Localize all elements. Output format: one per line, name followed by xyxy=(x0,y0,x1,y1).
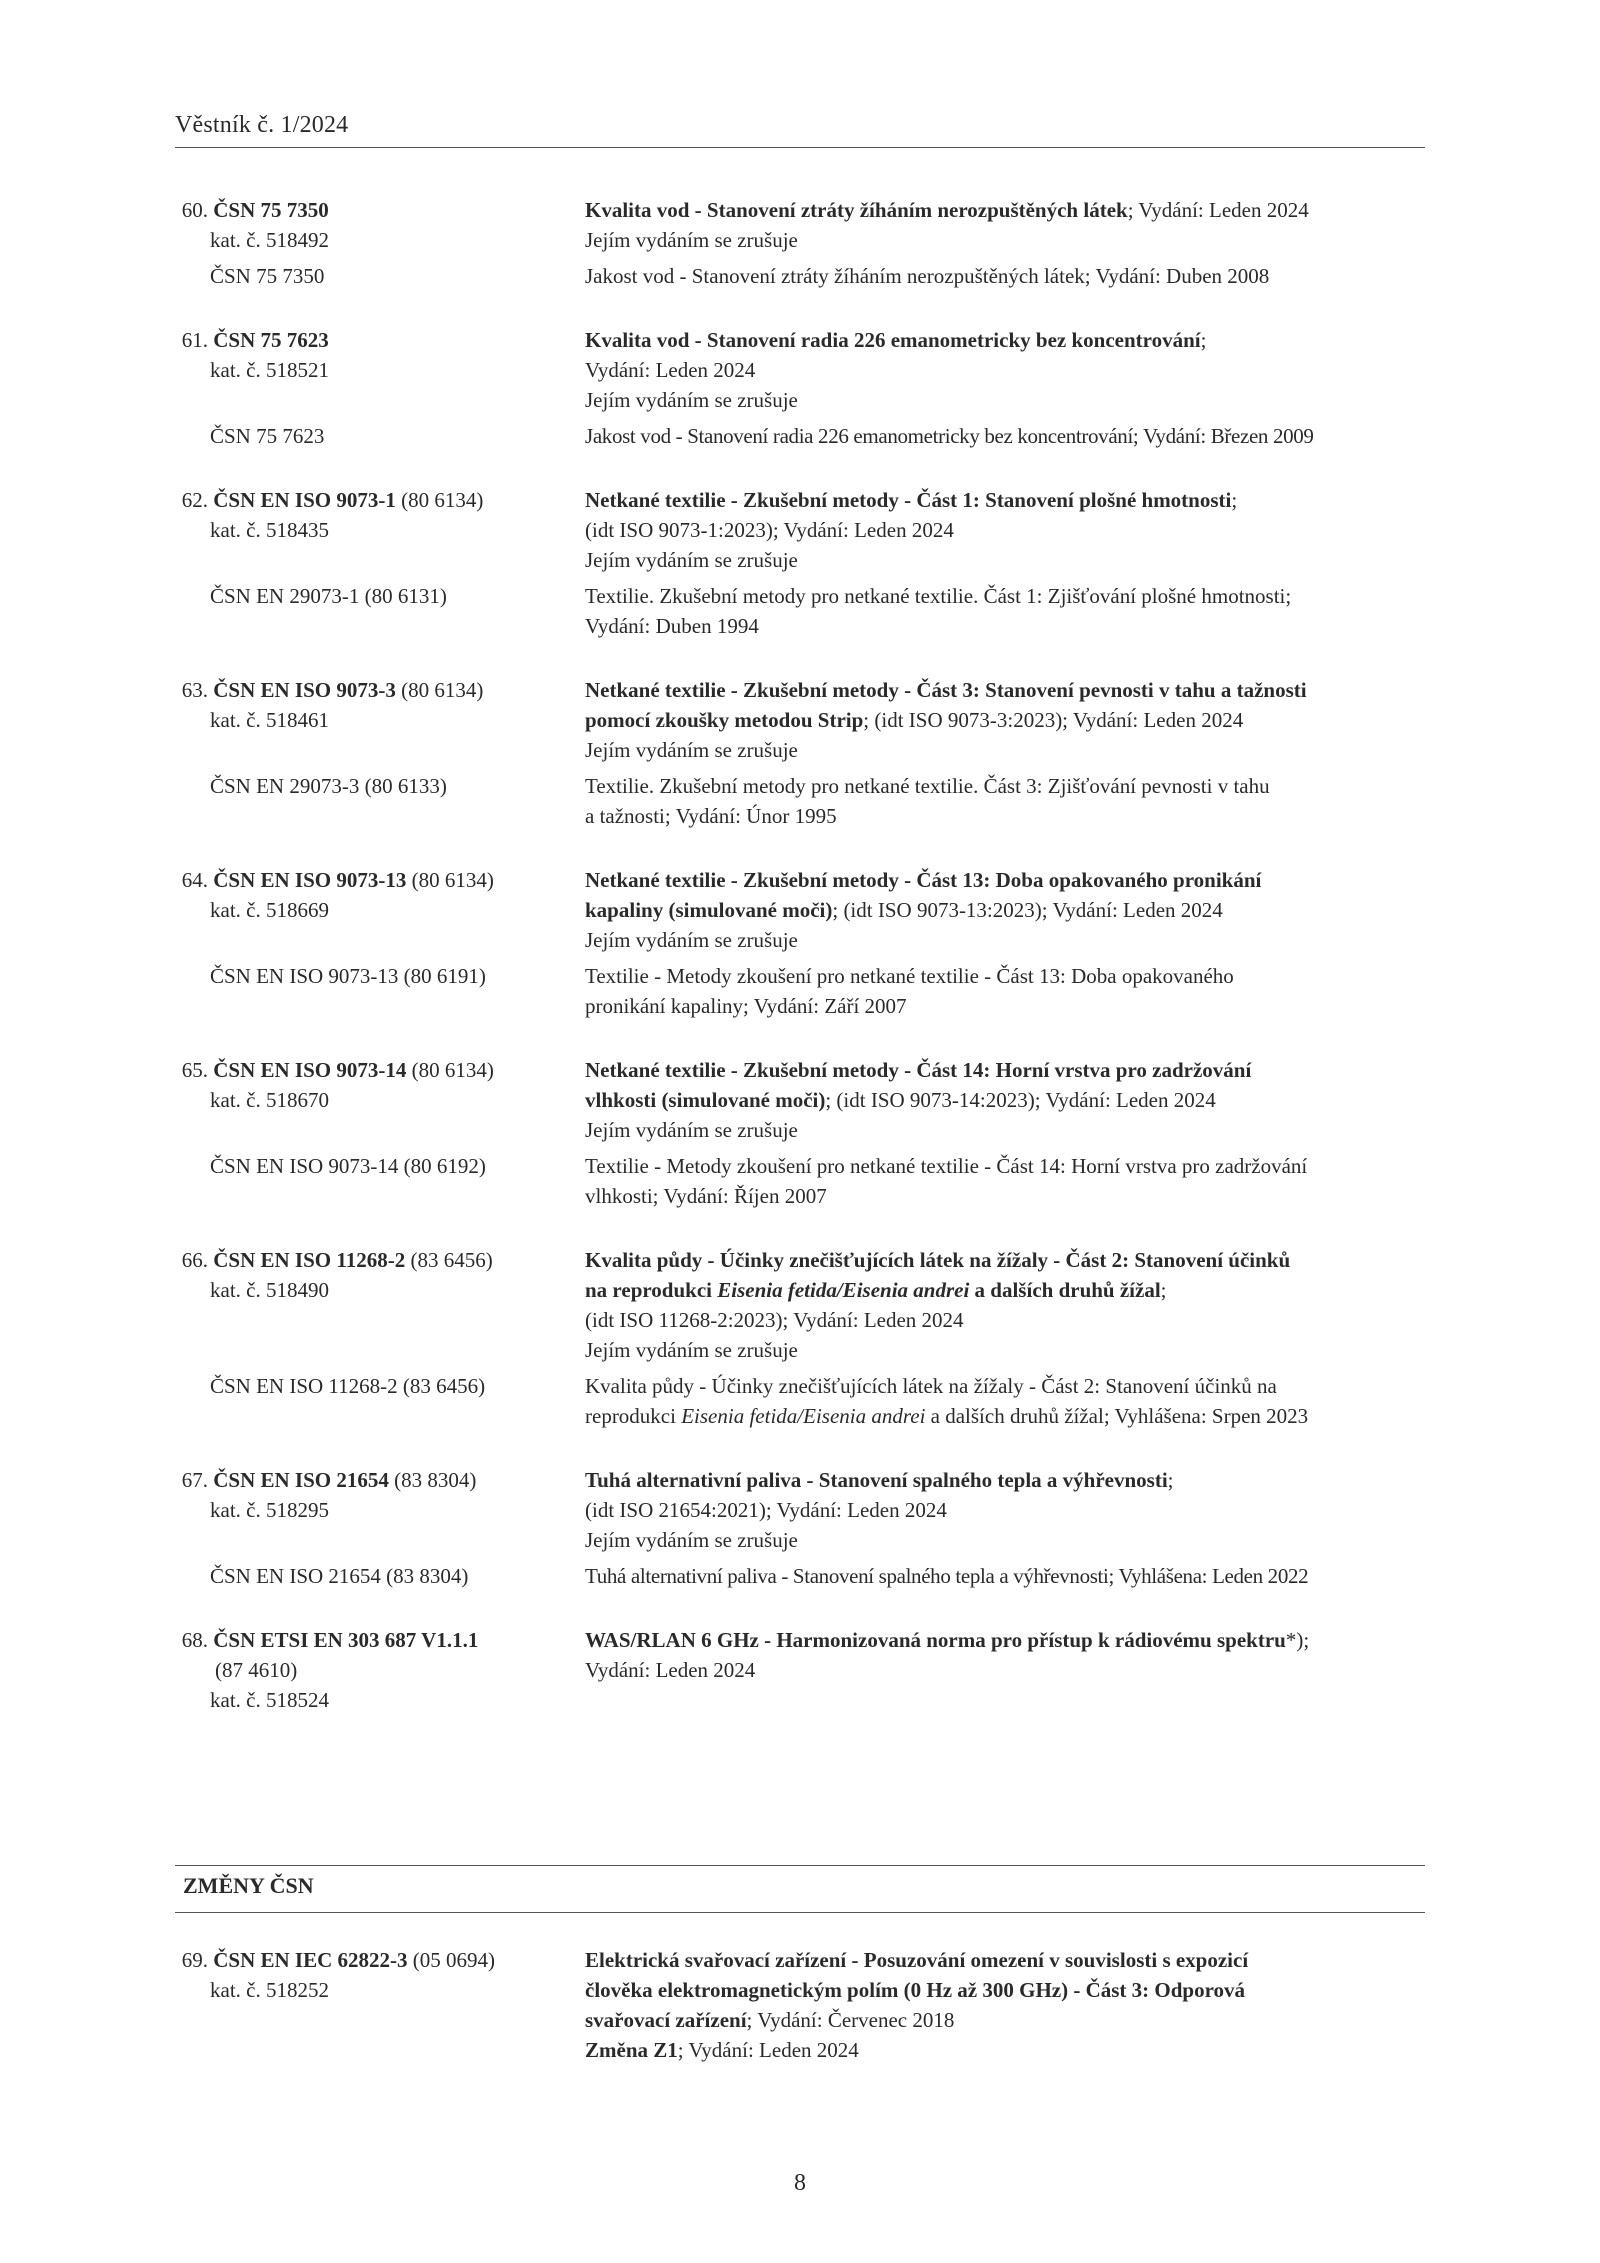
text-segment: Jejím vydáním se zrušuje xyxy=(585,738,798,762)
classification-code: (83 8304) xyxy=(388,1468,477,1492)
standard-title xyxy=(585,1245,1425,1365)
classification-code: (80 6134) xyxy=(395,678,484,702)
entry-number: 64. xyxy=(181,868,208,892)
entry-main-row xyxy=(175,1465,1425,1555)
text-segment: Kvalita půdy - Účinky znečišťujících látek na žížaly - Část 2: Stanovení účinků xyxy=(585,1248,1291,1272)
standard-code: ČSN EN ISO 9073-3 xyxy=(208,678,396,702)
text-segment: Textilie - Metody zkoušení pro netkané textilie - Část 13: Doba opakovaného xyxy=(585,964,1234,988)
title-line xyxy=(585,225,1425,255)
replaced-code-text: ČSN EN ISO 9073-13 (80 6191) xyxy=(210,964,486,988)
text-segment: kapaliny (simulované moči) xyxy=(585,898,833,922)
text-segment: Vydání: Leden 2024 xyxy=(585,358,756,382)
catalog-number: kat. č. 518492 xyxy=(210,228,329,252)
title-line xyxy=(585,1625,1425,1655)
text-segment: a dalších druhů žížal; Vyhlášena: Srpen 2023 xyxy=(925,1404,1309,1428)
entry-main-row xyxy=(175,865,1425,955)
text-segment: Kvalita vod - Stanovení ztráty žíháním nerozpuštěných látek xyxy=(585,198,1128,222)
section-title: ZMĚNY ČSN xyxy=(183,1873,314,1898)
designation-line xyxy=(175,865,585,895)
replaced-code xyxy=(175,1561,585,1591)
text-segment: (idt ISO 9073-1:2023); Vydání: Leden 2024 xyxy=(585,518,954,542)
text-segment: člověka elektromagnetickým polím (0 Hz až 300 GHz) - Část 3: Odporová xyxy=(585,1978,1246,2002)
standard-code: ČSN EN ISO 9073-14 xyxy=(208,1058,407,1082)
title-line xyxy=(585,1055,1425,1085)
catalog-number: kat. č. 518669 xyxy=(210,898,329,922)
text-segment: *); xyxy=(1285,1628,1310,1652)
classification-code: (80 6134) xyxy=(395,488,484,512)
classification-code: (80 6134) xyxy=(406,868,494,892)
title-line xyxy=(585,195,1425,225)
replaced-standard xyxy=(175,1151,1425,1211)
standard-code: ČSN 75 7623 xyxy=(208,328,329,352)
title-line xyxy=(585,2005,1425,2035)
standard-code: ČSN EN ISO 9073-1 xyxy=(208,488,396,512)
text-segment: Netkané textilie - Zkušební metody - Část 14: Horní vrstva pro zadržování xyxy=(585,1058,1252,1082)
designation-line xyxy=(175,485,585,515)
standard-designation xyxy=(175,1465,585,1555)
standard-designation xyxy=(175,1625,585,1715)
title-line xyxy=(585,865,1425,895)
text-segment: a dalších druhů žížal xyxy=(969,1278,1161,1302)
standard-designation xyxy=(175,325,585,415)
entry-number: 66. xyxy=(181,1248,208,1272)
replaced-code xyxy=(175,1371,585,1431)
entry-number: 63. xyxy=(181,678,208,702)
text-segment: ; xyxy=(1231,488,1238,512)
catalog-number: kat. č. 518490 xyxy=(210,1278,329,1302)
entry-number: 69. xyxy=(181,1948,208,1972)
standard-entry xyxy=(175,195,1425,291)
entry-main-row xyxy=(175,195,1425,255)
text-segment: Tuhá alternativní paliva - Stanovení spalného tepla a výhřevnosti; Vyhlášena: Leden 2022 xyxy=(585,1564,1309,1588)
entry-number: 67. xyxy=(181,1468,208,1492)
title-line xyxy=(585,675,1425,705)
replaced-title-line xyxy=(585,771,1425,801)
text-segment: Eisenia fetida/Eisenia andrei xyxy=(717,1278,970,1302)
replaced-title-line xyxy=(585,801,1425,831)
title-line xyxy=(585,925,1425,955)
replaced-code xyxy=(175,961,585,1021)
title-line xyxy=(585,1525,1425,1555)
entry-main-row xyxy=(175,1245,1425,1365)
standard-entry xyxy=(175,1245,1425,1431)
entry-main-row xyxy=(175,1625,1425,1715)
text-segment: Jejím vydáním se zrušuje xyxy=(585,928,798,952)
title-line xyxy=(585,1945,1425,1975)
text-segment: ; (idt ISO 9073-14:2023); Vydání: Leden 2024 xyxy=(825,1088,1216,1112)
replaced-title-line xyxy=(585,1561,1425,1591)
catalog-number: kat. č. 518670 xyxy=(210,1088,329,1112)
title-line xyxy=(585,1115,1425,1145)
title-line xyxy=(585,355,1425,385)
replaced-title-line xyxy=(585,1371,1425,1401)
replaced-code-text: ČSN 75 7350 xyxy=(210,264,325,288)
classification-code: (87 4610) xyxy=(215,1658,298,1682)
text-segment: ; Vydání: Červenec 2018 xyxy=(746,2008,955,2032)
text-segment: Textilie. Zkušební metody pro netkané textilie. Část 3: Zjišťování pevnosti v tahu xyxy=(585,774,1270,798)
title-line xyxy=(585,325,1425,355)
replaced-title-line xyxy=(585,1401,1425,1431)
standard-designation xyxy=(175,485,585,575)
title-line xyxy=(585,1085,1425,1115)
text-segment: Jejím vydáním se zrušuje xyxy=(585,1528,798,1552)
text-segment: ; xyxy=(1200,328,1207,352)
title-line xyxy=(585,1495,1425,1525)
standard-entry xyxy=(175,485,1425,641)
catalog-number: kat. č. 518435 xyxy=(210,518,329,542)
header-rule xyxy=(175,147,1425,148)
text-segment: svařovací zařízení xyxy=(585,2008,747,2032)
standard-entry xyxy=(175,325,1425,451)
text-segment: (idt ISO 11268-2:2023); Vydání: Leden 2024 xyxy=(585,1308,964,1332)
designation-line xyxy=(175,1245,585,1275)
catalog-number: kat. č. 518295 xyxy=(210,1498,329,1522)
replaced-standard xyxy=(175,261,1425,291)
standard-code: ČSN EN ISO 9073-13 xyxy=(208,868,407,892)
entry-number: 60. xyxy=(181,198,208,222)
designation-line xyxy=(175,1465,585,1495)
replaced-code-text: ČSN EN ISO 9073-14 (80 6192) xyxy=(210,1154,486,1178)
replaced-code-text: ČSN EN 29073-3 (80 6133) xyxy=(210,774,447,798)
title-line xyxy=(585,385,1425,415)
standard-designation xyxy=(175,675,585,765)
replaced-title xyxy=(585,581,1425,641)
title-line xyxy=(585,1655,1425,1685)
standard-title xyxy=(585,325,1425,415)
text-segment: Elektrická svařovací zařízení - Posuzování omezení v souvislosti s expozicí xyxy=(585,1948,1249,1972)
replaced-title xyxy=(585,1371,1425,1431)
text-segment: ; xyxy=(1167,1468,1174,1492)
replaced-title-line xyxy=(585,1151,1425,1181)
replaced-title-line xyxy=(585,581,1425,611)
text-segment: Netkané textilie - Zkušební metody - Část 1: Stanovení plošné hmotnosti xyxy=(585,488,1232,512)
text-segment: Kvalita půdy - Účinky znečišťujících látek na žížaly - Část 2: Stanovení účinků na xyxy=(585,1374,1277,1398)
section-heading xyxy=(175,1865,1425,1913)
replaced-code xyxy=(175,421,585,451)
text-segment: a tažnosti; Vydání: Únor 1995 xyxy=(585,804,837,828)
designation-line xyxy=(175,1625,585,1655)
text-segment: Textilie. Zkušební metody pro netkané textilie. Část 1: Zjišťování plošné hmotnosti; xyxy=(585,584,1292,608)
standard-entry xyxy=(175,1945,1425,2065)
text-segment: pronikání kapaliny; Vydání: Září 2007 xyxy=(585,994,907,1018)
replaced-code-text: ČSN 75 7623 xyxy=(210,424,325,448)
replaced-title xyxy=(585,771,1425,831)
replaced-standard xyxy=(175,581,1425,641)
text-segment: Eisenia fetida/Eisenia andrei xyxy=(681,1404,926,1428)
text-segment: (idt ISO 21654:2021); Vydání: Leden 2024 xyxy=(585,1498,947,1522)
standard-designation xyxy=(175,865,585,955)
replaced-title xyxy=(585,261,1425,291)
text-segment: vlhkosti (simulované moči) xyxy=(585,1088,826,1112)
replaced-title-line xyxy=(585,991,1425,1021)
text-segment: Textilie - Metody zkoušení pro netkané textilie - Část 14: Horní vrstva pro zadržování xyxy=(585,1154,1308,1178)
standard-title xyxy=(585,1465,1425,1555)
text-segment: Netkané textilie - Zkušební metody - Část 3: Stanovení pevnosti v tahu a tažnosti xyxy=(585,678,1307,702)
text-segment: Jejím vydáním se zrušuje xyxy=(585,388,798,412)
replaced-standard xyxy=(175,771,1425,831)
classification-code: (83 6456) xyxy=(405,1248,493,1272)
title-line xyxy=(585,545,1425,575)
standard-title xyxy=(585,1055,1425,1145)
entry-main-row xyxy=(175,1945,1425,2065)
title-line xyxy=(585,1305,1425,1335)
standards-list xyxy=(175,195,1425,1749)
title-line xyxy=(585,485,1425,515)
standard-entry xyxy=(175,865,1425,1021)
text-segment: ; (idt ISO 9073-13:2023); Vydání: Leden 2024 xyxy=(832,898,1223,922)
replaced-title-line xyxy=(585,261,1425,291)
title-line xyxy=(585,2035,1425,2065)
text-segment: vlhkosti; Vydání: Říjen 2007 xyxy=(585,1184,827,1208)
standard-entry xyxy=(175,1465,1425,1591)
entry-main-row xyxy=(175,1055,1425,1145)
catalog-number: kat. č. 518461 xyxy=(210,708,329,732)
text-segment: Jakost vod - Stanovení radia 226 emanometricky bez koncentrování; Vydání: Březen 2009 xyxy=(585,424,1314,448)
text-segment: Jejím vydáním se zrušuje xyxy=(585,1338,798,1362)
text-segment: pomocí zkoušky metodou Strip xyxy=(585,708,864,732)
text-segment: Vydání: Leden 2024 xyxy=(585,1658,756,1682)
text-segment: Vydání: Duben 1994 xyxy=(585,614,759,638)
text-segment: ; Vydání: Leden 2024 xyxy=(1127,198,1309,222)
entry-number: 61. xyxy=(181,328,208,352)
standard-designation xyxy=(175,195,585,255)
title-line xyxy=(585,705,1425,735)
text-segment: na reprodukci xyxy=(585,1278,718,1302)
text-segment: Jejím vydáním se zrušuje xyxy=(585,548,798,572)
standard-entry xyxy=(175,1625,1425,1715)
replaced-title-line xyxy=(585,421,1425,451)
replaced-code xyxy=(175,261,585,291)
text-segment: Netkané textilie - Zkušební metody - Část 13: Doba opakovaného pronikání xyxy=(585,868,1262,892)
title-line xyxy=(585,895,1425,925)
catalog-number: kat. č. 518524 xyxy=(210,1688,329,1712)
title-line xyxy=(585,1975,1425,2005)
standard-title xyxy=(585,675,1425,765)
text-segment: Kvalita vod - Stanovení radia 226 emanometricky bez koncentrování xyxy=(585,328,1201,352)
entry-number: 65. xyxy=(181,1058,208,1082)
standard-code: ČSN 75 7350 xyxy=(208,198,329,222)
title-line xyxy=(585,1275,1425,1305)
catalog-number: kat. č. 518252 xyxy=(210,1978,329,2002)
designation-line xyxy=(175,325,585,355)
replaced-title xyxy=(585,1561,1425,1591)
text-segment: Jejím vydáním se zrušuje xyxy=(585,228,798,252)
replaced-code-text: ČSN EN 29073-1 (80 6131) xyxy=(210,584,447,608)
text-segment: Jejím vydáním se zrušuje xyxy=(585,1118,798,1142)
text-segment: Tuhá alternativní paliva - Stanovení spalného tepla a výhřevnosti xyxy=(585,1468,1168,1492)
replaced-code-text: ČSN EN ISO 21654 (83 8304) xyxy=(210,1564,469,1588)
title-line xyxy=(585,1465,1425,1495)
classification-code: (80 6134) xyxy=(406,1058,494,1082)
replaced-standard xyxy=(175,421,1425,451)
amendments-list xyxy=(175,1945,1425,2099)
replaced-code-text: ČSN EN ISO 11268-2 (83 6456) xyxy=(210,1374,486,1398)
standard-entry xyxy=(175,1055,1425,1211)
replaced-code xyxy=(175,581,585,641)
classification-code: (05 0694) xyxy=(407,1948,496,1972)
text-segment: Změna Z1 xyxy=(585,2038,678,2062)
designation-line xyxy=(175,1055,585,1085)
replaced-title xyxy=(585,421,1425,451)
text-segment: reprodukci xyxy=(585,1404,682,1428)
catalog-number: kat. č. 518521 xyxy=(210,358,329,382)
standard-designation xyxy=(175,1055,585,1145)
designation-line xyxy=(175,195,585,225)
text-segment: ; Vydání: Leden 2024 xyxy=(677,2038,859,2062)
title-line xyxy=(585,1335,1425,1365)
designation-line xyxy=(175,675,585,705)
standard-entry xyxy=(175,675,1425,831)
title-line xyxy=(585,515,1425,545)
title-line xyxy=(585,1245,1425,1275)
replaced-standard xyxy=(175,961,1425,1021)
entry-main-row xyxy=(175,325,1425,415)
replaced-code xyxy=(175,771,585,831)
text-segment: ; (idt ISO 9073-3:2023); Vydání: Leden 2024 xyxy=(863,708,1244,732)
standard-title xyxy=(585,1625,1425,1715)
entry-main-row xyxy=(175,485,1425,575)
running-header: Věstník č. 1/2024 xyxy=(175,112,349,138)
standard-title xyxy=(585,485,1425,575)
standard-title xyxy=(585,195,1425,255)
entry-main-row xyxy=(175,675,1425,765)
standard-designation xyxy=(175,1945,585,2065)
standard-designation xyxy=(175,1245,585,1365)
standard-title xyxy=(585,865,1425,955)
replaced-code xyxy=(175,1151,585,1211)
replaced-standard xyxy=(175,1561,1425,1591)
replaced-standard xyxy=(175,1371,1425,1431)
standard-title xyxy=(585,1945,1425,2065)
text-segment: Jakost vod - Stanovení ztráty žíháním nerozpuštěných látek; Vydání: Duben 2008 xyxy=(585,264,1270,288)
text-segment: ; xyxy=(1160,1278,1167,1302)
replaced-title-line xyxy=(585,1181,1425,1211)
text-segment: WAS/RLAN 6 GHz - Harmonizovaná norma pro přístup k rádiovému spektru xyxy=(585,1628,1286,1652)
standard-code: ČSN ETSI EN 303 687 V1.1.1 xyxy=(208,1628,479,1652)
standard-code: ČSN EN ISO 21654 xyxy=(208,1468,389,1492)
replaced-title-line xyxy=(585,961,1425,991)
page-number: 8 xyxy=(794,2170,806,2196)
replaced-title xyxy=(585,1151,1425,1211)
replaced-title-line xyxy=(585,611,1425,641)
entry-number: 68. xyxy=(181,1628,208,1652)
entry-number: 62. xyxy=(181,488,208,512)
title-line xyxy=(585,735,1425,765)
standard-code: ČSN EN ISO 11268-2 xyxy=(208,1248,406,1272)
replaced-title xyxy=(585,961,1425,1021)
standard-code: ČSN EN IEC 62822-3 xyxy=(208,1948,408,1972)
designation-line xyxy=(175,1945,585,1975)
